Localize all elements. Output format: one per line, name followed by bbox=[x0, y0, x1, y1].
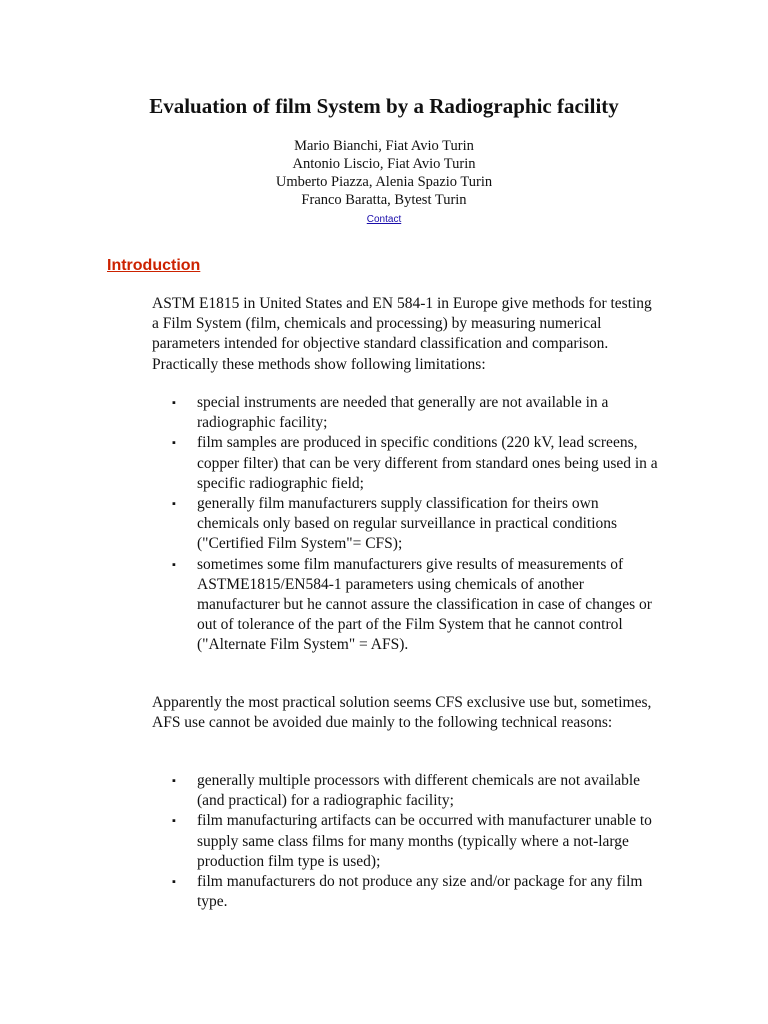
paragraph-solution: Apparently the most practical solution seems CFS exclusive use but, sometimes, AFS use cannot be avoided due mainly to the following technical reasons: bbox=[152, 694, 652, 732]
list-item bbox=[172, 494, 664, 555]
list-item-text: special instruments are needed that generally are not available in a radiographic facility; bbox=[197, 394, 609, 432]
bullet-icon: ▪ bbox=[172, 775, 176, 787]
author-line: Mario Bianchi, Fiat Avio Turin bbox=[294, 138, 474, 154]
list-item-text: film manufacturing artifacts can be occurred with manufacturer unable to supply same class films for many months (typically where a not-large production film type is used); bbox=[197, 812, 652, 870]
section-heading-introduction: Introduction bbox=[107, 257, 201, 274]
bullet-icon: ▪ bbox=[172, 876, 176, 889]
paragraph-intro: ASTM E1815 in United States and EN 584-1 in Europe give methods for testing a Film System (film, chemicals and processing) by measuring numerical parameters intended for objective standard classification and comparison. Practically these methods show following limitations: bbox=[152, 295, 652, 373]
bullet-icon: ▪ bbox=[172, 437, 176, 450]
limitations-list bbox=[172, 393, 664, 656]
author-line: Antonio Liscio, Fiat Avio Turin bbox=[292, 156, 476, 172]
list-item bbox=[172, 555, 664, 656]
list-item-text: generally multiple processors with different chemicals are not available (and practical) for a radiographic facility; bbox=[197, 772, 641, 810]
bullet-icon: ▪ bbox=[172, 558, 176, 571]
list-item bbox=[172, 393, 664, 433]
list-item bbox=[172, 872, 664, 912]
author-line: Umberto Piazza, Alenia Spazio Turin bbox=[275, 174, 493, 190]
list-item-text: generally film manufacturers supply classification for theirs own chemicals only based on regular surveillance in practical conditions ("Certified Film System"= CFS); bbox=[197, 495, 618, 553]
author-line: Franco Baratta, Bytest Turin bbox=[301, 192, 467, 208]
document-title: Evaluation of film System by a Radiographic facility bbox=[149, 94, 619, 118]
author-block bbox=[0, 137, 768, 227]
list-item bbox=[172, 771, 664, 811]
bullet-icon: ▪ bbox=[172, 498, 176, 511]
contact-link[interactable]: Contact bbox=[366, 214, 402, 225]
list-item bbox=[172, 811, 664, 872]
list-item bbox=[172, 433, 664, 494]
bullet-icon: ▪ bbox=[172, 397, 176, 409]
list-item-text: film samples are produced in specific conditions (220 kV, lead screens, copper filter) that can be very different from standard ones being used in a specific radiographic field; bbox=[197, 434, 658, 492]
list-item-text: film manufacturers do not produce any size and/or package for any film type. bbox=[197, 873, 643, 911]
list-item-text: sometimes some film manufacturers give results of measurements of ASTME1815/EN584-1 parameters using chemicals of another manufacturer but he cannot assure the classification in case of changes or out of tolerance of the part of the Film System that he cannot control ("Alternate Film System" = AFS). bbox=[197, 555, 652, 654]
bullet-icon: ▪ bbox=[172, 815, 176, 828]
technical-reasons-list bbox=[172, 771, 664, 912]
